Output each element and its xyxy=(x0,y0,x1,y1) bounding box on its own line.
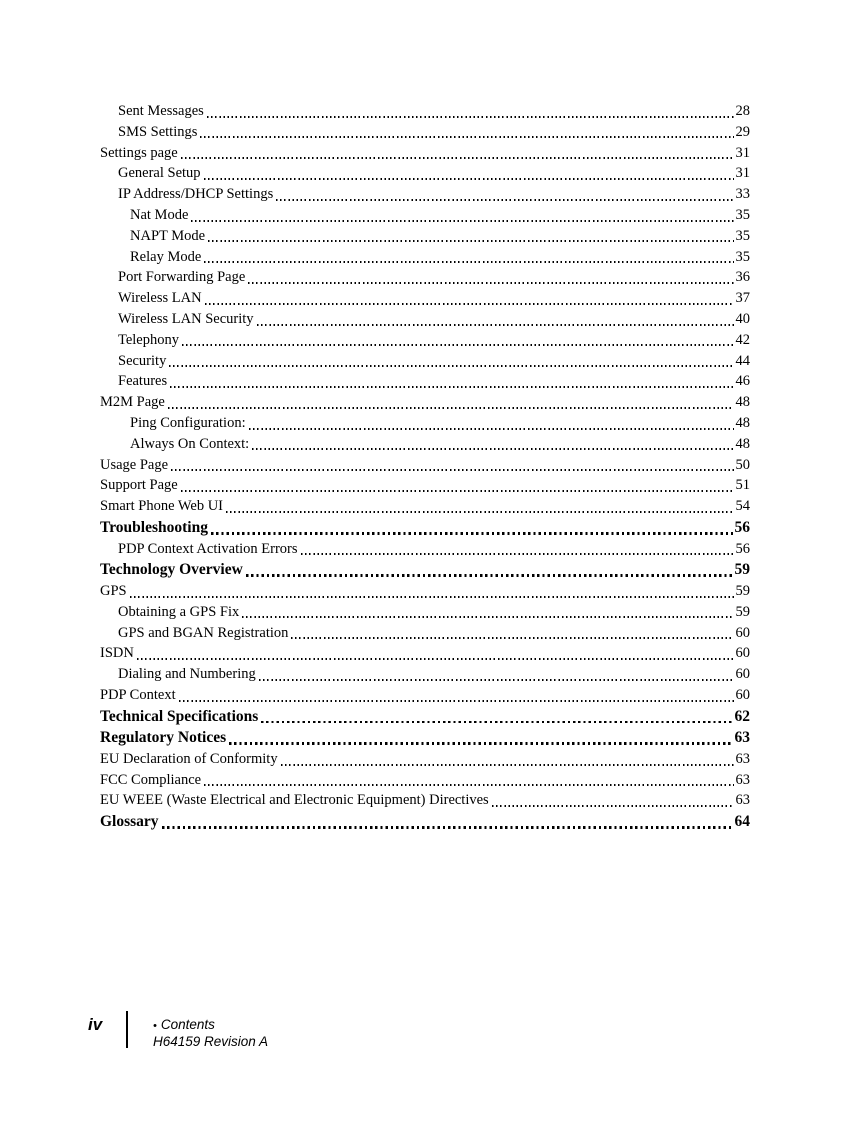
toc-entry[interactable] xyxy=(100,226,750,247)
toc-entry-label: EU Declaration of Conformity xyxy=(100,750,278,767)
toc-entry-label: Nat Mode xyxy=(130,206,189,223)
toc-entry-label: FCC Compliance xyxy=(100,771,202,788)
toc-entry-label: Telephony xyxy=(118,331,179,348)
toc-entry-label: Technical Specifications xyxy=(100,707,259,725)
page-number: iv xyxy=(88,1015,103,1034)
toc-entry-label: IP Address/DHCP Settings xyxy=(118,186,274,203)
toc-entry[interactable] xyxy=(100,517,750,539)
dot-leader xyxy=(257,324,734,326)
toc-entry-label: Wireless LAN xyxy=(118,290,202,307)
toc-entry[interactable] xyxy=(100,581,750,602)
dot-leader xyxy=(276,199,733,201)
toc-entry-label: GPS xyxy=(100,582,127,599)
toc-entry-page: 54 xyxy=(735,498,750,515)
dot-leader xyxy=(281,764,734,766)
toc-entry-label: Always On Context: xyxy=(130,435,250,452)
dot-leader xyxy=(261,721,732,724)
toc-entry-page: 59 xyxy=(735,582,750,599)
toc-entry-label: General Setup xyxy=(118,165,201,182)
toc-entry[interactable] xyxy=(100,706,750,728)
toc-entry[interactable] xyxy=(100,643,750,664)
toc-entry-page: 33 xyxy=(735,186,750,203)
dot-leader xyxy=(211,532,733,535)
dot-leader xyxy=(492,805,734,807)
toc-entry-page: 63 xyxy=(735,792,750,809)
toc-list xyxy=(100,101,750,833)
dot-leader xyxy=(259,679,734,681)
toc-entry[interactable] xyxy=(100,811,750,833)
toc-entry-label: Glossary xyxy=(100,813,159,831)
toc-entry[interactable] xyxy=(100,770,750,791)
toc-entry-label: Troubleshooting xyxy=(100,518,208,536)
page-footer xyxy=(88,1011,268,1049)
toc-entry-page: 60 xyxy=(735,645,750,662)
toc-entry-page: 44 xyxy=(735,352,750,369)
toc-entry-page: 35 xyxy=(735,227,750,244)
toc-entry[interactable] xyxy=(100,602,750,623)
dot-leader xyxy=(169,365,733,367)
toc-entry-page: 59 xyxy=(735,603,750,620)
toc-entry-page: 62 xyxy=(734,707,750,725)
toc-entry-page: 64 xyxy=(734,813,750,831)
toc-entry-label: Sent Messages xyxy=(118,103,204,119)
footer-divider xyxy=(126,1011,128,1048)
toc-entry[interactable] xyxy=(100,496,750,517)
toc-entry[interactable] xyxy=(100,664,750,685)
dot-leader xyxy=(168,407,734,409)
toc-entry[interactable] xyxy=(100,205,750,226)
toc-entry[interactable] xyxy=(100,790,750,811)
toc-entry-label: Security xyxy=(118,352,167,369)
toc-entry-page: 29 xyxy=(735,123,750,140)
toc-entry-label: ISDN xyxy=(100,645,134,662)
dot-leader xyxy=(171,469,733,471)
dot-leader xyxy=(242,616,733,618)
dot-leader xyxy=(204,261,733,263)
toc-entry[interactable] xyxy=(100,143,750,164)
toc-entry[interactable] xyxy=(100,330,750,351)
dot-leader xyxy=(181,157,734,159)
toc-entry-page: 48 xyxy=(735,394,750,411)
toc-entry[interactable] xyxy=(100,351,750,372)
dot-leader xyxy=(204,178,734,180)
footer-revision: H64159 Revision A xyxy=(153,1034,269,1049)
footer-text xyxy=(153,1011,268,1049)
toc-entry[interactable] xyxy=(100,371,750,392)
dot-leader xyxy=(207,116,734,118)
dot-leader xyxy=(291,637,733,639)
toc-entry-label: Technology Overview xyxy=(100,561,243,579)
footer-section-line xyxy=(153,1017,268,1034)
dot-leader xyxy=(226,511,733,513)
toc-entry[interactable] xyxy=(100,434,750,455)
footer-section-label: Contents xyxy=(160,1017,215,1032)
toc-entry[interactable] xyxy=(100,392,750,413)
toc-entry-label: Features xyxy=(118,373,168,390)
toc-entry-label: Regulatory Notices xyxy=(100,729,227,747)
toc-entry[interactable] xyxy=(100,455,750,476)
toc-entry[interactable] xyxy=(100,309,750,330)
toc-entry-page: 48 xyxy=(735,414,750,431)
dot-leader xyxy=(229,742,732,745)
toc-entry-label: Settings page xyxy=(100,144,178,161)
toc-entry-label: GPS and BGAN Registration xyxy=(118,624,289,641)
dot-leader xyxy=(182,344,734,346)
toc-entry-page: 56 xyxy=(735,540,750,557)
toc-entry-label: PDP Context xyxy=(100,686,176,703)
dot-leader xyxy=(137,658,734,660)
dot-leader xyxy=(200,136,733,138)
dot-leader xyxy=(130,596,734,598)
toc-entry-page: 35 xyxy=(735,206,750,223)
toc-entry-page: 59 xyxy=(734,561,750,579)
toc-entry[interactable] xyxy=(100,184,750,205)
toc-entry[interactable] xyxy=(100,559,750,581)
dot-leader xyxy=(208,240,733,242)
toc-entry-page: 60 xyxy=(735,624,750,641)
dot-leader xyxy=(249,428,734,430)
toc-entry[interactable] xyxy=(100,475,750,496)
toc-entry-page: 50 xyxy=(735,456,750,473)
toc-entry-label: Relay Mode xyxy=(130,248,202,265)
toc-entry-page: 63 xyxy=(734,729,750,747)
toc-entry[interactable] xyxy=(100,685,750,706)
toc-entry-page: 31 xyxy=(735,165,750,182)
toc-entry-page: 60 xyxy=(735,686,750,703)
toc-entry-label: SMS Settings xyxy=(118,123,198,140)
dot-leader xyxy=(205,303,734,305)
toc-entry-page: 51 xyxy=(735,477,750,494)
toc-entry-page: 60 xyxy=(735,666,750,683)
toc-entry-label: EU WEEE (Waste Electrical and Electronic Equipment) Directives xyxy=(100,792,489,809)
toc-entry-label: Obtaining a GPS Fix xyxy=(118,603,240,620)
dot-leader xyxy=(301,553,734,555)
dot-leader xyxy=(162,826,733,829)
toc-entry[interactable] xyxy=(100,749,750,770)
toc-entry-page: 63 xyxy=(735,771,750,788)
toc-entry[interactable] xyxy=(100,727,750,749)
dot-leader xyxy=(248,282,733,284)
toc-entry[interactable] xyxy=(100,288,750,309)
toc-entry-page: 46 xyxy=(735,373,750,390)
toc-entry-label: Wireless LAN Security xyxy=(118,310,254,327)
toc-entry-page: 40 xyxy=(735,310,750,327)
dot-leader xyxy=(246,574,733,577)
toc-entry-page: 28 xyxy=(735,103,750,119)
toc-entry-label: Usage Page xyxy=(100,456,169,473)
toc-entry[interactable] xyxy=(100,267,750,288)
toc-entry[interactable] xyxy=(100,101,750,122)
toc-entry[interactable] xyxy=(100,539,750,560)
dot-leader xyxy=(204,784,733,786)
toc-entry-page: 56 xyxy=(734,518,750,536)
toc-entry[interactable] xyxy=(100,163,750,184)
toc-entry-label: M2M Page xyxy=(100,394,165,411)
toc-entry-label: NAPT Mode xyxy=(130,227,206,244)
toc-entry[interactable] xyxy=(100,122,750,143)
toc-entry-page: 37 xyxy=(735,290,750,307)
toc-entry-page: 48 xyxy=(735,435,750,452)
toc-entry-page: 36 xyxy=(735,269,750,286)
dot-leader xyxy=(170,386,733,388)
toc-entry[interactable] xyxy=(100,247,750,268)
toc-entry-page: 35 xyxy=(735,248,750,265)
toc-entry-label: Dialing and Numbering xyxy=(118,666,256,683)
toc-entry-page: 31 xyxy=(735,144,750,161)
toc-entry-label: Support Page xyxy=(100,477,178,494)
dot-leader xyxy=(179,700,734,702)
toc-entry-label: PDP Context Activation Errors xyxy=(118,540,298,557)
toc-entry-label: Ping Configuration: xyxy=(130,414,246,431)
dot-leader xyxy=(191,220,733,222)
bullet-icon: • xyxy=(153,1020,157,1032)
dot-leader xyxy=(252,448,733,450)
toc-entry-label: Port Forwarding Page xyxy=(118,269,246,286)
toc-entry[interactable] xyxy=(100,623,750,644)
toc-entry[interactable] xyxy=(100,413,750,434)
dot-leader xyxy=(181,490,734,492)
toc-entry-page: 63 xyxy=(735,750,750,767)
toc-entry-page: 42 xyxy=(735,331,750,348)
toc-entry-label: Smart Phone Web UI xyxy=(100,498,224,515)
